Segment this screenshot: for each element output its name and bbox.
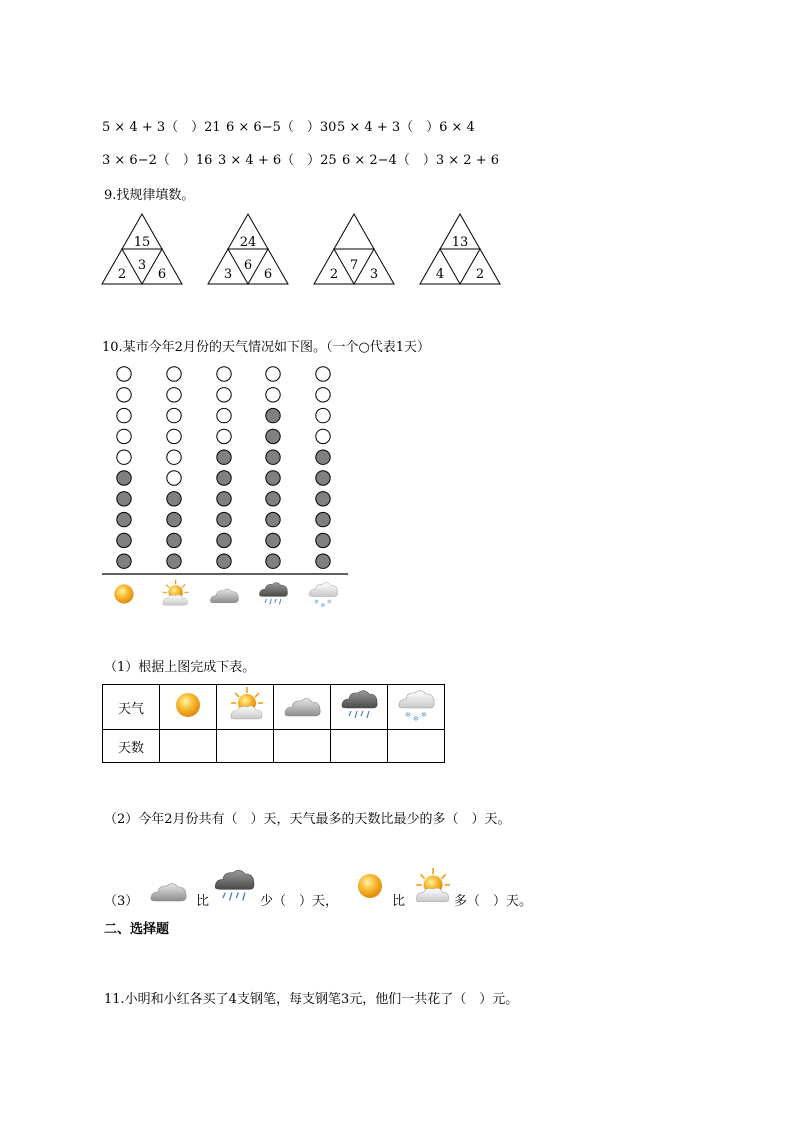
- q10-sub3-prefix: （3）: [104, 894, 139, 909]
- triangle-right-number: 6: [263, 267, 273, 282]
- empty-day-circle: [117, 450, 131, 464]
- partly-sunny-icon: [225, 685, 265, 725]
- q11-text: 11.小明和小红各买了4支钢笔，每支钢笔3元，他们一共花了（ ）元。: [104, 992, 519, 1007]
- filled-day-circle: [167, 492, 181, 506]
- rain-icon: [210, 864, 258, 908]
- triangle-right-number: 3: [369, 267, 379, 282]
- q9-triangles: [100, 212, 520, 292]
- empty-day-circle: [316, 408, 330, 422]
- filled-day-circle: [117, 533, 131, 547]
- q10-sub1: （1）根据上图完成下表。: [104, 660, 256, 675]
- triangle-middle-number: 6: [243, 258, 253, 273]
- q10-sub2: （2）今年2月份共有（ ）天，天气最多的天数比最少的多（ ）天。: [104, 812, 511, 827]
- triangle-top-number: 24: [239, 235, 257, 250]
- cloudy-icon: [210, 589, 238, 603]
- filled-day-circle: [217, 471, 231, 485]
- filled-day-circle: [316, 471, 330, 485]
- empty-day-circle: [316, 429, 330, 443]
- days-input-snow[interactable]: [388, 730, 445, 763]
- rain-icon: [337, 685, 381, 725]
- triangle-top-number: 13: [451, 235, 469, 250]
- snow-icon: [394, 685, 438, 725]
- filled-day-circle: [117, 492, 131, 506]
- empty-day-circle: [117, 388, 131, 402]
- filled-day-circle: [266, 492, 280, 506]
- filled-day-circle: [217, 492, 231, 506]
- triangle-left-number: 2: [329, 267, 339, 282]
- table-icon-cell: [160, 685, 217, 730]
- snow-icon: [309, 583, 337, 609]
- empty-day-circle: [217, 367, 231, 381]
- filled-day-circle: [117, 554, 131, 568]
- empty-day-circle: [266, 388, 280, 402]
- days-input-rain[interactable]: [331, 730, 388, 763]
- triangle-left-number: 4: [435, 267, 445, 282]
- filled-day-circle: [316, 533, 330, 547]
- triangle-top-number: 15: [133, 235, 151, 250]
- filled-day-circle: [316, 492, 330, 506]
- empty-day-circle: [167, 408, 181, 422]
- filled-day-circle: [266, 554, 280, 568]
- table-header-days: 天数: [103, 730, 160, 763]
- triangle-middle-number: 7: [349, 258, 359, 273]
- filled-day-circle: [266, 512, 280, 526]
- table-icon-cell: [388, 685, 445, 730]
- filled-day-circle: [117, 512, 131, 526]
- days-input-sunny[interactable]: [160, 730, 217, 763]
- sunny-icon: [114, 584, 133, 603]
- q9-title: 9.找规律填数。: [104, 188, 195, 203]
- partly-sunny-icon: [408, 866, 454, 908]
- table-icon-cell: [217, 685, 274, 730]
- filled-day-circle: [266, 429, 280, 443]
- days-input-cloudy[interactable]: [274, 730, 331, 763]
- q8-row2-item3: 6 × 2−4（ ）3 × 2 + 6: [342, 153, 499, 168]
- filled-day-circle: [167, 533, 181, 547]
- days-input-partly-sunny[interactable]: [217, 730, 274, 763]
- filled-day-circle: [316, 512, 330, 526]
- empty-day-circle: [167, 450, 181, 464]
- triangle-right-number: 2: [475, 267, 485, 282]
- q10-sub3-bi1: 比: [196, 894, 210, 909]
- q8-row1-item3: 5 × 4 + 3（ ）6 × 4: [337, 120, 475, 135]
- cloudy-icon: [140, 870, 196, 910]
- empty-day-circle: [167, 471, 181, 485]
- weather-table: [102, 684, 445, 763]
- empty-day-circle: [117, 408, 131, 422]
- filled-day-circle: [217, 512, 231, 526]
- empty-day-circle: [217, 388, 231, 402]
- filled-day-circle: [167, 512, 181, 526]
- empty-day-circle: [117, 429, 131, 443]
- sunny-icon: [168, 685, 208, 725]
- q8-row1-item2: 6 × 6−5（ ）30: [226, 120, 337, 135]
- filled-day-circle: [117, 471, 131, 485]
- filled-day-circle: [266, 408, 280, 422]
- cloudy-icon: [277, 685, 327, 725]
- sunny-icon: [350, 866, 390, 906]
- q10-sub3-shao: 少（ ）天，: [260, 894, 339, 909]
- table-icon-cell: [274, 685, 331, 730]
- q10-sub3-bi2: 比: [392, 894, 406, 909]
- empty-day-circle: [316, 367, 330, 381]
- filled-day-circle: [217, 533, 231, 547]
- filled-day-circle: [316, 554, 330, 568]
- section2-title: 二、选择题: [104, 922, 170, 937]
- filled-day-circle: [167, 554, 181, 568]
- empty-day-circle: [117, 367, 131, 381]
- empty-day-circle: [167, 429, 181, 443]
- table-header-weather: 天气: [103, 685, 160, 730]
- empty-day-circle: [217, 408, 231, 422]
- weather-pictograph: [100, 362, 360, 612]
- q10-sub3-duo: 多（ ）天。: [454, 894, 533, 909]
- empty-day-circle: [167, 388, 181, 402]
- empty-day-circle: [316, 388, 330, 402]
- table-icon-cell: [331, 685, 388, 730]
- filled-day-circle: [266, 471, 280, 485]
- filled-day-circle: [266, 533, 280, 547]
- empty-day-circle: [217, 429, 231, 443]
- filled-day-circle: [217, 554, 231, 568]
- q8-row2-item1: 3 × 6−2（ ）16: [102, 153, 213, 168]
- triangle-left-number: 3: [223, 267, 233, 282]
- filled-day-circle: [266, 450, 280, 464]
- q10-title: 10.某市今年2月份的天气情况如下图。（一个○代表1天）: [102, 340, 431, 355]
- triangle-left-number: 2: [117, 267, 127, 282]
- q8-row1-item1: 5 × 4 + 3（ ）21: [102, 120, 221, 135]
- empty-day-circle: [266, 367, 280, 381]
- triangle-3: [314, 214, 394, 284]
- partly-sunny-icon: [163, 580, 189, 606]
- filled-day-circle: [316, 450, 330, 464]
- empty-day-circle: [167, 367, 181, 381]
- filled-day-circle: [217, 450, 231, 464]
- triangle-middle-number: 3: [137, 258, 147, 273]
- rain-icon: [259, 583, 287, 605]
- q8-row2-item2: 3 × 4 + 6（ ）25: [218, 153, 337, 168]
- triangle-right-number: 6: [157, 267, 167, 282]
